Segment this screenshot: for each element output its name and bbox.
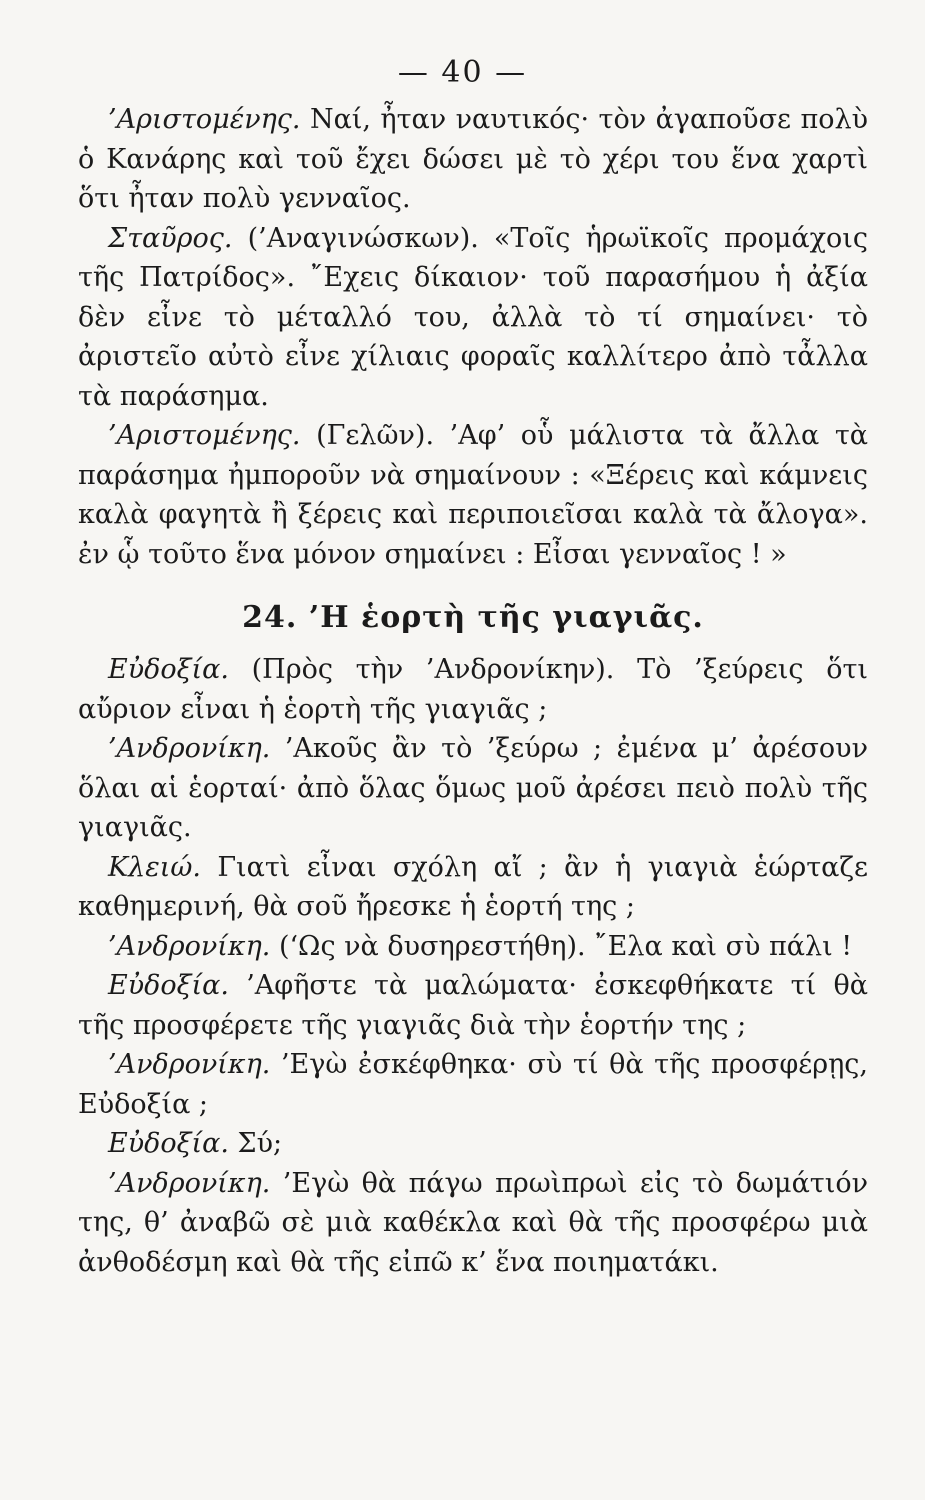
speaker-name: ’Ανδρονίκη. [108, 1049, 271, 1080]
dialogue-text: ’Ακοῦς ἂν τὸ ’ξεύρω ; ἐμένα μ’ ἀρέσουν ὅλαι αἱ ἑορταί· ἀπὸ ὅλας ὅμως μοῦ ἀρέσει πειὸ πολὺ τῆς γιαγιᾶς. [78, 733, 868, 843]
dialogue-text: Ναί, ἦταν ναυτικός· τὸν ἀγαποῦσε πολὺ ὁ Κανάρης καὶ τοῦ ἔχει δώσει μὲ τὸ χέρι του ἕνα χαρτὶ ὅτι ἦταν πολὺ γενναῖος. [78, 104, 868, 214]
speaker-name: Κλειώ. [108, 851, 201, 883]
dialogue-text: ’Αφῆστε τὰ μαλώματα· ἐσκεφθήκατε τί θὰ τῆς προσφέρετε τῆς γιαγιᾶς διὰ τὴν ἑορτήν της ; [78, 970, 868, 1041]
speaker-name: ’Ανδρονίκη. [108, 733, 271, 764]
dialogue-before-heading [78, 100, 868, 574]
dialogue-line [78, 650, 868, 729]
dialogue-text: (‘Ως νὰ δυσηρεστήθη). ῎Ελα καὶ σὺ πάλι ! [278, 930, 853, 962]
dialogue-text: (’Αναγινώσκων). «Τοῖς ἡρωϊκοῖς προμάχοις τῆς Πατρίδος». ῎Εχεις δίκαιον· τοῦ παρασήμου ἡ ἀξία δὲν εἶνε τὸ μέταλλό του, ἀλλὰ τὸ τί σημαίνει· τὸ ἀριστεῖο αὐτὸ εἶνε χίλιαις φοραῖς καλλίτερο ἀπὸ τἆλλα τὰ παράσημα. [78, 222, 868, 412]
text-block [78, 100, 868, 1282]
dialogue-after-heading [78, 650, 868, 1282]
speaker-name: Σταῦρος. [108, 222, 233, 254]
section-heading: 24. ’Η ἑορτὴ τῆς γιαγιᾶς. [242, 600, 704, 635]
dialogue-line [78, 927, 868, 967]
dialogue-line [78, 1045, 868, 1124]
dialogue-text: Σύ; [237, 1128, 283, 1159]
dialogue-line [78, 219, 868, 417]
speaker-name: Εὐδοξία. [108, 970, 229, 1001]
dialogue-text: Γιατὶ εἶναι σχόλη αἴ ; ἂν ἡ γιαγιὰ ἑώρταζε καθημερινή, θὰ σοῦ ἤρεσκε ἡ ἑορτή της ; [78, 851, 868, 922]
dialogue-line [78, 416, 868, 574]
page-number: — 40 — [397, 55, 528, 90]
dialogue-text: (Πρὸς τὴν ’Ανδρονίκην). Τὸ ’ξεύρεις ὅτι αὔριον εἶναι ἡ ἑορτὴ τῆς γιαγιᾶς ; [78, 654, 868, 725]
dialogue-line [78, 1124, 868, 1164]
speaker-name: ’Ανδρονίκη. [108, 930, 271, 962]
speaker-name: ’Αριστομένης. [108, 104, 301, 135]
dialogue-text: ’Εγὼ θὰ πάγω πρωὶπρωὶ εἰς τὸ δωμάτιόν της, θ’ ἀναβῶ σὲ μιὰ καθέκλα καὶ θὰ τῆς προσφέρω μιὰ ἀνθοδέσμη καὶ θὰ τῆς εἰπῶ κ’ ἕνα ποιηματάκι. [78, 1167, 868, 1278]
speaker-name: ’Ανδρονίκη. [108, 1167, 271, 1199]
dialogue-line [78, 1164, 868, 1283]
speaker-name: ’Αριστομένης. [108, 420, 301, 451]
dialogue-line [78, 729, 868, 848]
dialogue-text: (Γελῶν). ’Αφ’ οὗ μάλιστα τὰ ἄλλα τὰ παράσημα ἠμποροῦν νὰ σημαίνουν : «Ξέρεις καὶ κάμνεις καλὰ φαγητὰ ἢ ξέρεις καὶ περιποιεῖσαι καλὰ τὰ ἄλογα». ἐν ᾧ τοῦτο ἕνα μόνον σημαίνει : Εἶσαι γενναῖος ! » [78, 420, 868, 570]
speaker-name: Εὐδοξία. [108, 654, 229, 685]
speaker-name: Εὐδοξία. [108, 1128, 229, 1159]
dialogue-line [78, 966, 868, 1045]
dialogue-text: ’Εγὼ ἐσκέφθηκα· σὺ τί θὰ τῆς προσφέρῃς, Εὐδοξία ; [78, 1049, 868, 1120]
dialogue-line [78, 100, 868, 219]
dialogue-line [78, 848, 868, 927]
